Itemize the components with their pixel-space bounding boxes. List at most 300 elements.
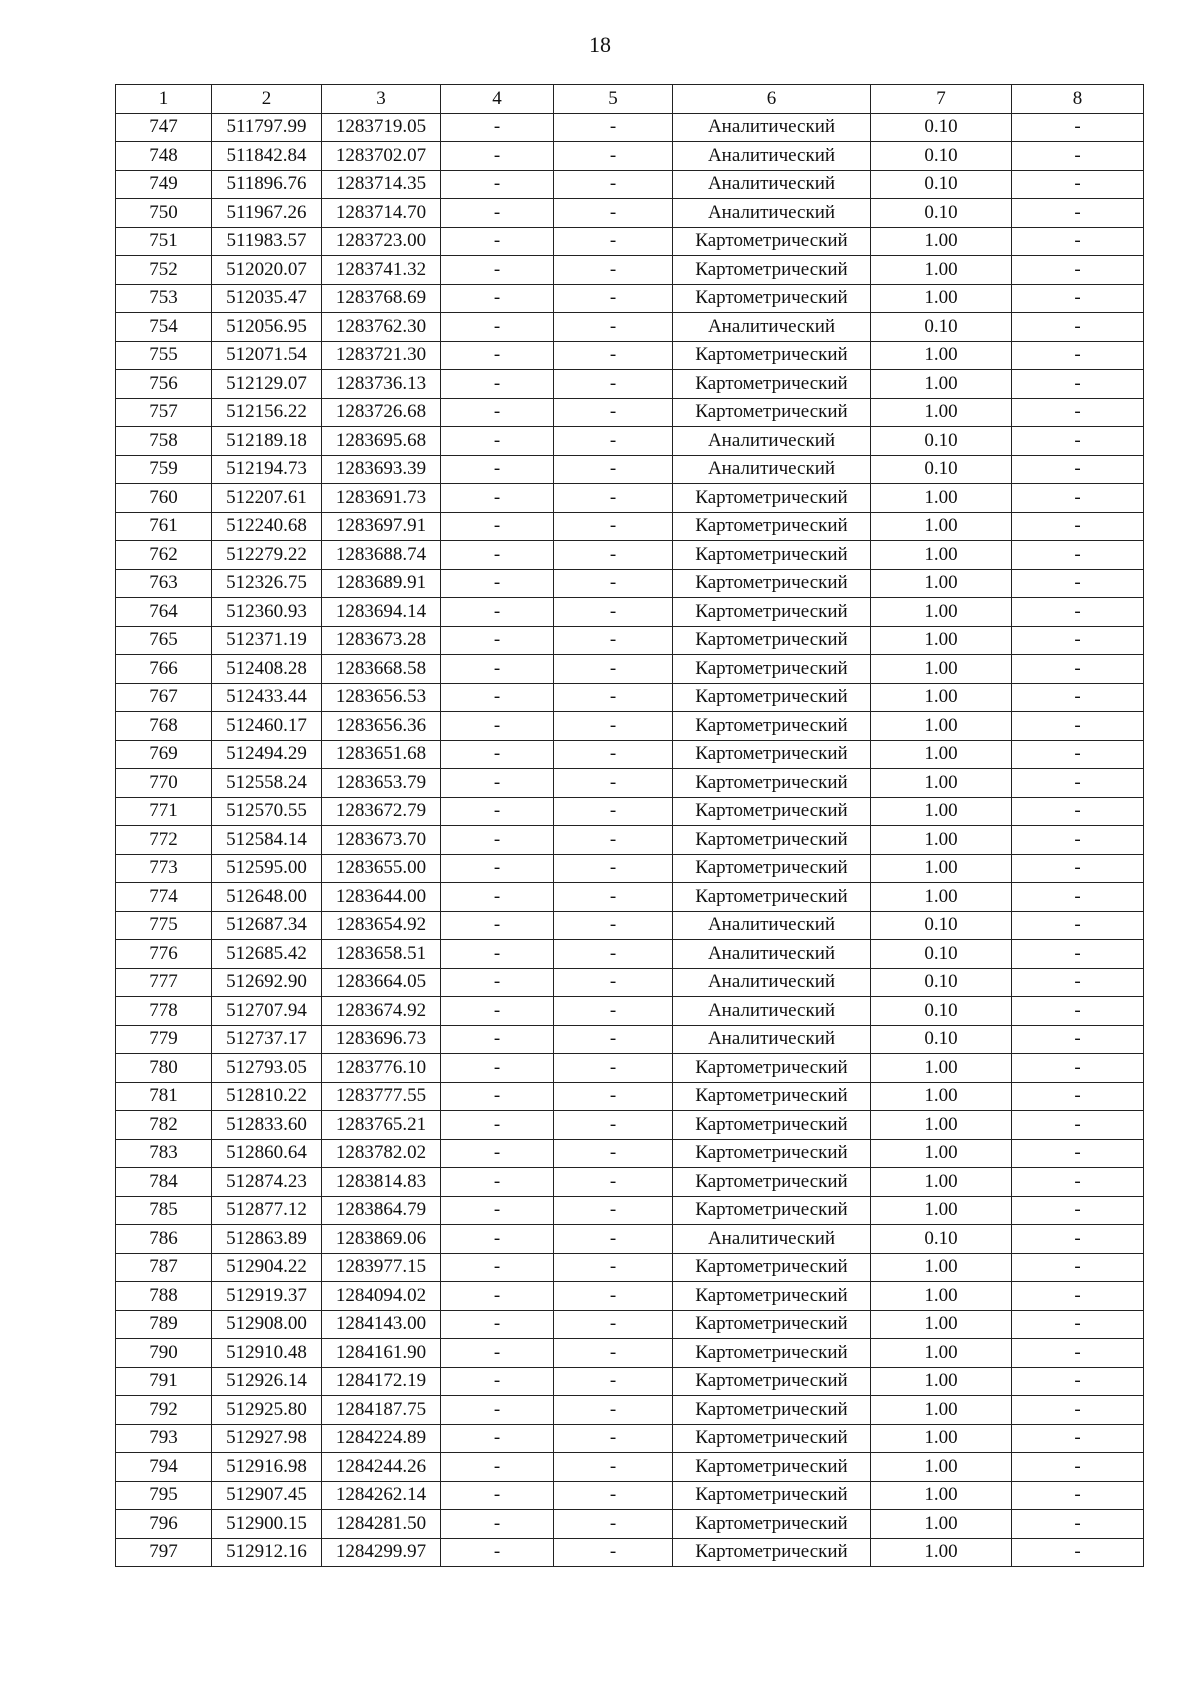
y-coordinate-cell: 1283695.68 <box>322 427 441 456</box>
col5-cell: - <box>554 712 673 741</box>
col8-cell: - <box>1012 398 1144 427</box>
y-coordinate-cell: 1284299.97 <box>322 1538 441 1567</box>
point-number-cell: 754 <box>116 313 212 342</box>
x-coordinate-cell: 512240.68 <box>212 512 322 541</box>
table-row <box>116 1367 1144 1396</box>
col8-cell: - <box>1012 170 1144 199</box>
y-coordinate-cell: 1283869.06 <box>322 1225 441 1254</box>
accuracy-cell: 0.10 <box>871 940 1012 969</box>
y-coordinate-cell: 1283673.28 <box>322 626 441 655</box>
col4-cell: - <box>441 341 554 370</box>
col8-cell: - <box>1012 655 1144 684</box>
point-number-cell: 795 <box>116 1481 212 1510</box>
col4-cell: - <box>441 398 554 427</box>
y-coordinate-cell: 1284161.90 <box>322 1339 441 1368</box>
y-coordinate-cell: 1283741.32 <box>322 256 441 285</box>
col5-cell: - <box>554 227 673 256</box>
point-number-cell: 753 <box>116 284 212 313</box>
method-cell: Картометрический <box>673 712 871 741</box>
col5-cell: - <box>554 142 673 171</box>
accuracy-cell: 1.00 <box>871 854 1012 883</box>
method-cell: Картометрический <box>673 1168 871 1197</box>
col4-cell: - <box>441 911 554 940</box>
col4-cell: - <box>441 541 554 570</box>
column-header: 8 <box>1012 85 1144 114</box>
table-row <box>116 484 1144 513</box>
accuracy-cell: 1.00 <box>871 1196 1012 1225</box>
table-row <box>116 826 1144 855</box>
col8-cell: - <box>1012 1310 1144 1339</box>
col8-cell: - <box>1012 1025 1144 1054</box>
column-header: 4 <box>441 85 554 114</box>
table-row <box>116 1339 1144 1368</box>
accuracy-cell: 0.10 <box>871 170 1012 199</box>
col4-cell: - <box>441 1025 554 1054</box>
accuracy-cell: 0.10 <box>871 997 1012 1026</box>
col4-cell: - <box>441 1082 554 1111</box>
x-coordinate-cell: 512916.98 <box>212 1453 322 1482</box>
point-number-cell: 749 <box>116 170 212 199</box>
point-number-cell: 759 <box>116 455 212 484</box>
col4-cell: - <box>441 484 554 513</box>
col8-cell: - <box>1012 484 1144 513</box>
method-cell: Картометрический <box>673 1510 871 1539</box>
col5-cell: - <box>554 683 673 712</box>
table-row <box>116 997 1144 1026</box>
x-coordinate-cell: 512927.98 <box>212 1424 322 1453</box>
col8-cell: - <box>1012 1538 1144 1567</box>
table-row <box>116 199 1144 228</box>
x-coordinate-cell: 512793.05 <box>212 1054 322 1083</box>
table-row <box>116 1054 1144 1083</box>
col5-cell: - <box>554 113 673 142</box>
table-row <box>116 1253 1144 1282</box>
accuracy-cell: 1.00 <box>871 1082 1012 1111</box>
point-number-cell: 776 <box>116 940 212 969</box>
x-coordinate-cell: 512907.45 <box>212 1481 322 1510</box>
y-coordinate-cell: 1284143.00 <box>322 1310 441 1339</box>
y-coordinate-cell: 1283723.00 <box>322 227 441 256</box>
x-coordinate-cell: 512687.34 <box>212 911 322 940</box>
col4-cell: - <box>441 826 554 855</box>
column-header: 6 <box>673 85 871 114</box>
col5-cell: - <box>554 854 673 883</box>
x-coordinate-cell: 512371.19 <box>212 626 322 655</box>
col4-cell: - <box>441 1054 554 1083</box>
x-coordinate-cell: 512925.80 <box>212 1396 322 1425</box>
table-row <box>116 1538 1144 1567</box>
method-cell: Картометрический <box>673 598 871 627</box>
col4-cell: - <box>441 968 554 997</box>
method-cell: Аналитический <box>673 427 871 456</box>
accuracy-cell: 1.00 <box>871 1367 1012 1396</box>
table-row <box>116 1510 1144 1539</box>
table-row <box>116 541 1144 570</box>
col8-cell: - <box>1012 284 1144 313</box>
col5-cell: - <box>554 1196 673 1225</box>
col8-cell: - <box>1012 569 1144 598</box>
accuracy-cell: 1.00 <box>871 797 1012 826</box>
y-coordinate-cell: 1283726.68 <box>322 398 441 427</box>
point-number-cell: 757 <box>116 398 212 427</box>
col4-cell: - <box>441 797 554 826</box>
col8-cell: - <box>1012 826 1144 855</box>
x-coordinate-cell: 512020.07 <box>212 256 322 285</box>
accuracy-cell: 1.00 <box>871 1282 1012 1311</box>
col5-cell: - <box>554 1510 673 1539</box>
y-coordinate-cell: 1284281.50 <box>322 1510 441 1539</box>
method-cell: Картометрический <box>673 341 871 370</box>
col5-cell: - <box>554 797 673 826</box>
point-number-cell: 793 <box>116 1424 212 1453</box>
y-coordinate-cell: 1284187.75 <box>322 1396 441 1425</box>
y-coordinate-cell: 1283656.36 <box>322 712 441 741</box>
col4-cell: - <box>441 1510 554 1539</box>
y-coordinate-cell: 1283777.55 <box>322 1082 441 1111</box>
point-number-cell: 755 <box>116 341 212 370</box>
point-number-cell: 748 <box>116 142 212 171</box>
method-cell: Картометрический <box>673 826 871 855</box>
x-coordinate-cell: 512919.37 <box>212 1282 322 1311</box>
accuracy-cell: 1.00 <box>871 541 1012 570</box>
x-coordinate-cell: 512570.55 <box>212 797 322 826</box>
x-coordinate-cell: 512926.14 <box>212 1367 322 1396</box>
col5-cell: - <box>554 997 673 1026</box>
method-cell: Картометрический <box>673 541 871 570</box>
accuracy-cell: 1.00 <box>871 512 1012 541</box>
method-cell: Аналитический <box>673 199 871 228</box>
point-number-cell: 784 <box>116 1168 212 1197</box>
point-number-cell: 778 <box>116 997 212 1026</box>
method-cell: Картометрический <box>673 1453 871 1482</box>
point-number-cell: 768 <box>116 712 212 741</box>
x-coordinate-cell: 512910.48 <box>212 1339 322 1368</box>
col4-cell: - <box>441 1310 554 1339</box>
method-cell: Аналитический <box>673 1025 871 1054</box>
col5-cell: - <box>554 1082 673 1111</box>
col4-cell: - <box>441 569 554 598</box>
y-coordinate-cell: 1283702.07 <box>322 142 441 171</box>
point-number-cell: 774 <box>116 883 212 912</box>
col8-cell: - <box>1012 1139 1144 1168</box>
col5-cell: - <box>554 655 673 684</box>
accuracy-cell: 1.00 <box>871 1054 1012 1083</box>
method-cell: Картометрический <box>673 854 871 883</box>
accuracy-cell: 1.00 <box>871 1339 1012 1368</box>
col4-cell: - <box>441 512 554 541</box>
col5-cell: - <box>554 484 673 513</box>
accuracy-cell: 1.00 <box>871 598 1012 627</box>
col5-cell: - <box>554 1538 673 1567</box>
accuracy-cell: 0.10 <box>871 142 1012 171</box>
accuracy-cell: 1.00 <box>871 712 1012 741</box>
table-row <box>116 427 1144 456</box>
point-number-cell: 780 <box>116 1054 212 1083</box>
point-number-cell: 767 <box>116 683 212 712</box>
y-coordinate-cell: 1283664.05 <box>322 968 441 997</box>
x-coordinate-cell: 512194.73 <box>212 455 322 484</box>
col8-cell: - <box>1012 1396 1144 1425</box>
method-cell: Аналитический <box>673 455 871 484</box>
x-coordinate-cell: 511983.57 <box>212 227 322 256</box>
accuracy-cell: 1.00 <box>871 1453 1012 1482</box>
col5-cell: - <box>554 1481 673 1510</box>
method-cell: Аналитический <box>673 940 871 969</box>
table-row <box>116 883 1144 912</box>
y-coordinate-cell: 1284262.14 <box>322 1481 441 1510</box>
accuracy-cell: 0.10 <box>871 455 1012 484</box>
coordinates-table <box>115 84 1144 1567</box>
col8-cell: - <box>1012 1111 1144 1140</box>
table-row <box>116 1310 1144 1339</box>
table-row <box>116 598 1144 627</box>
point-number-cell: 758 <box>116 427 212 456</box>
point-number-cell: 782 <box>116 1111 212 1140</box>
method-cell: Картометрический <box>673 284 871 313</box>
col5-cell: - <box>554 598 673 627</box>
col4-cell: - <box>441 598 554 627</box>
col5-cell: - <box>554 1054 673 1083</box>
x-coordinate-cell: 512360.93 <box>212 598 322 627</box>
point-number-cell: 771 <box>116 797 212 826</box>
method-cell: Картометрический <box>673 1424 871 1453</box>
point-number-cell: 789 <box>116 1310 212 1339</box>
col4-cell: - <box>441 854 554 883</box>
method-cell: Аналитический <box>673 997 871 1026</box>
page-number: 18 <box>589 32 611 57</box>
method-cell: Картометрический <box>673 1111 871 1140</box>
col4-cell: - <box>441 997 554 1026</box>
method-cell: Картометрический <box>673 797 871 826</box>
col8-cell: - <box>1012 911 1144 940</box>
x-coordinate-cell: 512129.07 <box>212 370 322 399</box>
x-coordinate-cell: 512189.18 <box>212 427 322 456</box>
y-coordinate-cell: 1284172.19 <box>322 1367 441 1396</box>
method-cell: Аналитический <box>673 1225 871 1254</box>
method-cell: Картометрический <box>673 769 871 798</box>
col4-cell: - <box>441 1339 554 1368</box>
y-coordinate-cell: 1283644.00 <box>322 883 441 912</box>
y-coordinate-cell: 1283814.83 <box>322 1168 441 1197</box>
column-header: 2 <box>212 85 322 114</box>
table-row <box>116 170 1144 199</box>
point-number-cell: 747 <box>116 113 212 142</box>
table-row <box>116 1225 1144 1254</box>
point-number-cell: 785 <box>116 1196 212 1225</box>
point-number-cell: 773 <box>116 854 212 883</box>
y-coordinate-cell: 1283714.35 <box>322 170 441 199</box>
col4-cell: - <box>441 1481 554 1510</box>
x-coordinate-cell: 511896.76 <box>212 170 322 199</box>
accuracy-cell: 1.00 <box>871 1253 1012 1282</box>
accuracy-cell: 1.00 <box>871 769 1012 798</box>
method-cell: Картометрический <box>673 1538 871 1567</box>
point-number-cell: 797 <box>116 1538 212 1567</box>
method-cell: Картометрический <box>673 655 871 684</box>
col8-cell: - <box>1012 968 1144 997</box>
x-coordinate-cell: 512874.23 <box>212 1168 322 1197</box>
col4-cell: - <box>441 455 554 484</box>
table-row <box>116 1168 1144 1197</box>
point-number-cell: 762 <box>116 541 212 570</box>
method-cell: Аналитический <box>673 170 871 199</box>
table-row <box>116 854 1144 883</box>
accuracy-cell: 1.00 <box>871 1481 1012 1510</box>
point-number-cell: 790 <box>116 1339 212 1368</box>
method-cell: Аналитический <box>673 968 871 997</box>
col5-cell: - <box>554 626 673 655</box>
col5-cell: - <box>554 398 673 427</box>
col5-cell: - <box>554 740 673 769</box>
method-cell: Картометрический <box>673 1282 871 1311</box>
method-cell: Картометрический <box>673 883 871 912</box>
point-number-cell: 751 <box>116 227 212 256</box>
col4-cell: - <box>441 227 554 256</box>
col8-cell: - <box>1012 227 1144 256</box>
table-row <box>116 398 1144 427</box>
col4-cell: - <box>441 1367 554 1396</box>
x-coordinate-cell: 512494.29 <box>212 740 322 769</box>
col8-cell: - <box>1012 769 1144 798</box>
accuracy-cell: 0.10 <box>871 911 1012 940</box>
col8-cell: - <box>1012 427 1144 456</box>
col4-cell: - <box>441 1253 554 1282</box>
table-row <box>116 1082 1144 1111</box>
method-cell: Картометрический <box>673 256 871 285</box>
method-cell: Картометрический <box>673 1310 871 1339</box>
col5-cell: - <box>554 1282 673 1311</box>
point-number-cell: 781 <box>116 1082 212 1111</box>
table-row <box>116 341 1144 370</box>
col5-cell: - <box>554 1025 673 1054</box>
col8-cell: - <box>1012 883 1144 912</box>
y-coordinate-cell: 1283714.70 <box>322 199 441 228</box>
col4-cell: - <box>441 740 554 769</box>
col4-cell: - <box>441 427 554 456</box>
x-coordinate-cell: 512584.14 <box>212 826 322 855</box>
y-coordinate-cell: 1283782.02 <box>322 1139 441 1168</box>
col8-cell: - <box>1012 1453 1144 1482</box>
col4-cell: - <box>441 370 554 399</box>
point-number-cell: 791 <box>116 1367 212 1396</box>
col5-cell: - <box>554 541 673 570</box>
table-row <box>116 512 1144 541</box>
x-coordinate-cell: 511797.99 <box>212 113 322 142</box>
accuracy-cell: 1.00 <box>871 1310 1012 1339</box>
col4-cell: - <box>441 1196 554 1225</box>
method-cell: Картометрический <box>673 1339 871 1368</box>
accuracy-cell: 1.00 <box>871 1111 1012 1140</box>
x-coordinate-cell: 512326.75 <box>212 569 322 598</box>
method-cell: Картометрический <box>673 398 871 427</box>
y-coordinate-cell: 1283651.68 <box>322 740 441 769</box>
accuracy-cell: 0.10 <box>871 1025 1012 1054</box>
col5-cell: - <box>554 1310 673 1339</box>
col5-cell: - <box>554 370 673 399</box>
accuracy-cell: 1.00 <box>871 740 1012 769</box>
point-number-cell: 794 <box>116 1453 212 1482</box>
table-row <box>116 911 1144 940</box>
col8-cell: - <box>1012 1054 1144 1083</box>
col8-cell: - <box>1012 313 1144 342</box>
y-coordinate-cell: 1283674.92 <box>322 997 441 1026</box>
col8-cell: - <box>1012 598 1144 627</box>
table-row <box>116 569 1144 598</box>
point-number-cell: 787 <box>116 1253 212 1282</box>
col8-cell: - <box>1012 1282 1144 1311</box>
col8-cell: - <box>1012 370 1144 399</box>
y-coordinate-cell: 1284094.02 <box>322 1282 441 1311</box>
table-row <box>116 1139 1144 1168</box>
accuracy-cell: 0.10 <box>871 1225 1012 1254</box>
col4-cell: - <box>441 142 554 171</box>
header-row <box>116 85 1144 114</box>
col8-cell: - <box>1012 1339 1144 1368</box>
x-coordinate-cell: 512707.94 <box>212 997 322 1026</box>
method-cell: Картометрический <box>673 1196 871 1225</box>
col8-cell: - <box>1012 997 1144 1026</box>
col8-cell: - <box>1012 1196 1144 1225</box>
col4-cell: - <box>441 769 554 798</box>
accuracy-cell: 1.00 <box>871 398 1012 427</box>
method-cell: Картометрический <box>673 1082 871 1111</box>
x-coordinate-cell: 512279.22 <box>212 541 322 570</box>
accuracy-cell: 1.00 <box>871 655 1012 684</box>
col5-cell: - <box>554 826 673 855</box>
y-coordinate-cell: 1283691.73 <box>322 484 441 513</box>
x-coordinate-cell: 512908.00 <box>212 1310 322 1339</box>
point-number-cell: 777 <box>116 968 212 997</box>
accuracy-cell: 1.00 <box>871 826 1012 855</box>
y-coordinate-cell: 1283864.79 <box>322 1196 441 1225</box>
y-coordinate-cell: 1283694.14 <box>322 598 441 627</box>
col5-cell: - <box>554 1339 673 1368</box>
method-cell: Картометрический <box>673 1054 871 1083</box>
col8-cell: - <box>1012 1424 1144 1453</box>
point-number-cell: 752 <box>116 256 212 285</box>
accuracy-cell: 0.10 <box>871 113 1012 142</box>
method-cell: Картометрический <box>673 626 871 655</box>
accuracy-cell: 1.00 <box>871 370 1012 399</box>
col5-cell: - <box>554 455 673 484</box>
col4-cell: - <box>441 256 554 285</box>
x-coordinate-cell: 512207.61 <box>212 484 322 513</box>
col5-cell: - <box>554 883 673 912</box>
col4-cell: - <box>441 940 554 969</box>
accuracy-cell: 0.10 <box>871 313 1012 342</box>
col5-cell: - <box>554 512 673 541</box>
col4-cell: - <box>441 1538 554 1567</box>
table-row <box>116 455 1144 484</box>
col5-cell: - <box>554 1168 673 1197</box>
col4-cell: - <box>441 712 554 741</box>
x-coordinate-cell: 512685.42 <box>212 940 322 969</box>
col4-cell: - <box>441 313 554 342</box>
accuracy-cell: 1.00 <box>871 1396 1012 1425</box>
table-row <box>116 968 1144 997</box>
col8-cell: - <box>1012 626 1144 655</box>
col4-cell: - <box>441 1396 554 1425</box>
y-coordinate-cell: 1283658.51 <box>322 940 441 969</box>
point-number-cell: 756 <box>116 370 212 399</box>
accuracy-cell: 1.00 <box>871 1168 1012 1197</box>
y-coordinate-cell: 1283656.53 <box>322 683 441 712</box>
y-coordinate-cell: 1283776.10 <box>322 1054 441 1083</box>
x-coordinate-cell: 512737.17 <box>212 1025 322 1054</box>
x-coordinate-cell: 512860.64 <box>212 1139 322 1168</box>
table-body <box>116 113 1144 1567</box>
col4-cell: - <box>441 683 554 712</box>
